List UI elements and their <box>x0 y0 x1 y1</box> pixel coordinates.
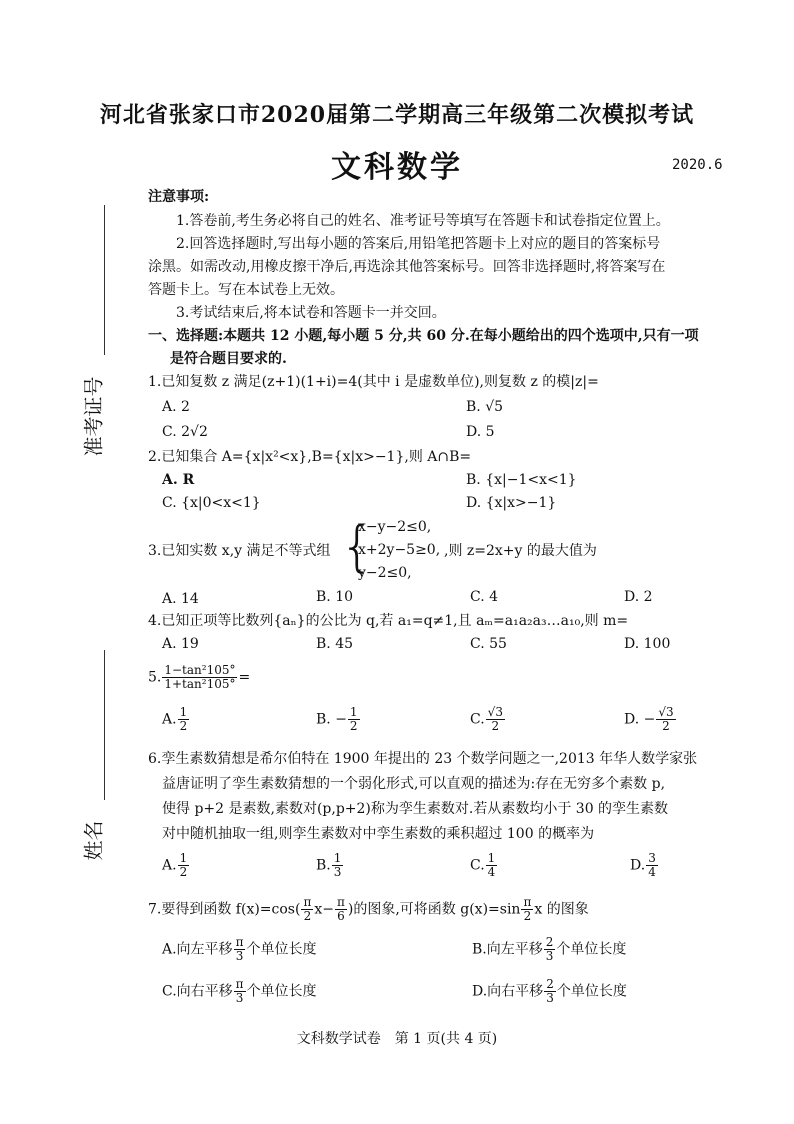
q1-option-d: D. 5 <box>466 424 495 440</box>
q5-option-a: A. $\frac{1}{2}$ <box>162 705 188 733</box>
note-2a: 2.回答选择题时,写出每小题的答案后,用铅笔把答题卡上对应的题目的答案标号 <box>176 236 661 252</box>
q3-constraint-2: x+2y−5≥0, <box>358 542 441 558</box>
q5-fraction <box>162 664 237 691</box>
q5-stem <box>148 664 250 691</box>
q7-option-d: D.向右平移 $\frac{2}{3}$ 个单位长度 <box>472 977 627 1005</box>
margin-line-top <box>104 205 105 355</box>
note-2c: 答题卡上。写在本试卷上无效。 <box>148 282 344 298</box>
q1-stem: 1.已知复数 z 满足(z+1)(1+i)=4(其中 i 是虚数单位),则复数 z 的模|z|= <box>148 374 599 390</box>
q6-line-2: 益唐证明了孪生素数猜想的一个弱化形式,可以直观的描述为:存在无穷多个素数 p, <box>162 776 666 792</box>
note-3: 3.考试结束后,将本试卷和答题卡一并交回。 <box>176 305 446 321</box>
q7-option-b: B.向左平移 $\frac{2}{3}$ 个单位长度 <box>472 935 627 963</box>
q7-option-c: C.向右平移 $\frac{\pi}{3}$ 个单位长度 <box>162 977 317 1005</box>
margin-line-mid <box>104 650 105 800</box>
exam-date: 2020.6 <box>672 157 723 173</box>
q5-number: 5. <box>148 669 162 686</box>
q2-stem: 2.已知集合 A={x|x²<x},B={x|x>−1},则 A∩B= <box>148 449 472 465</box>
q5-option-b: B. − $\frac{1}{2}$ <box>316 705 358 733</box>
q6-option-c: C. $\frac{1}{4}$ <box>470 851 496 879</box>
q4-option-a: A. 19 <box>162 636 199 652</box>
q3-stem: 3.已知实数 x,y 满足不等式组 <box>148 543 331 559</box>
q3-option-d: D. 2 <box>624 589 653 605</box>
q5-numerator: 1−tan²105° <box>164 663 236 677</box>
q3-stem-tail: ,则 z=2x+y 的最大值为 <box>444 543 597 559</box>
q4-option-d: D. 100 <box>624 636 671 652</box>
q5-equals: = <box>238 669 251 686</box>
q3-option-c: C. 4 <box>470 589 499 605</box>
q2-option-c: C. {x|0<x<1} <box>162 495 261 511</box>
q5-denominator: 1+tan²105° <box>164 677 236 691</box>
q4-option-b: B. 45 <box>316 636 354 652</box>
q2-option-b: B. {x|−1<x<1} <box>466 472 577 488</box>
q3-option-b: B. 10 <box>316 589 354 605</box>
note-2b: 涂黑。如需改动,用橡皮擦干净后,再选涂其他答案标号。回答非选择题时,将答案写在 <box>148 259 666 275</box>
q7-option-a: A.向左平移 $\frac{\pi}{3}$ 个单位长度 <box>162 935 317 963</box>
q5-option-d: D. − $\frac{√3}{2}$ <box>624 705 674 733</box>
q4-option-c: C. 55 <box>470 636 507 652</box>
section-heading: 一、选择题:本题共 12 小题,每小题 5 分,共 60 分.在每小题给出的四个选项中,只有一项 <box>148 328 699 344</box>
q1-option-a: A. 2 <box>162 399 190 415</box>
q3-constraint-1: x−y−2≤0, <box>358 519 432 535</box>
q6-line-1: 6.孪生素数猜想是希尔伯特在 1900 年提出的 23 个数学问题之一,2013 年华人数学家张 <box>148 751 698 767</box>
q5-option-c: C. $\frac{√3}{2}$ <box>470 705 503 733</box>
q6-option-a: A. $\frac{1}{2}$ <box>162 851 188 879</box>
note-1: 1.答卷前,考生务必将自己的姓名、准考证号等填写在答题卡和试卷指定位置上。 <box>176 213 670 229</box>
section-heading-cont: 是符合题目要求的. <box>170 351 287 367</box>
exam-id-label: 准考证号 <box>81 376 106 457</box>
q2-option-d: D. {x|x>−1} <box>466 495 557 511</box>
q3-constraint-3: y−2≤0, <box>358 565 412 581</box>
q2-option-a: A. R <box>162 472 195 488</box>
q4-stem: 4.已知正项等比数列{aₙ}的公比为 q,若 a₁=q≠1,且 aₘ=a₁a₂a₃…a₁₀,则 m= <box>148 613 629 629</box>
name-label: 姓名 <box>81 820 106 861</box>
page-footer: 文科数学试卷 第 1 页(共 4 页) <box>296 1031 498 1047</box>
q6-option-b: B. $\frac{1}{3}$ <box>316 851 342 879</box>
subject-title: 文科数学 <box>331 150 463 185</box>
notes-heading: 注意事项: <box>148 189 210 205</box>
exam-title: 河北省张家口市2020届第二学期高三年级第二次模拟考试 <box>99 102 695 128</box>
q3-brace: { <box>340 515 375 578</box>
q1-option-b: B. √5 <box>466 399 504 415</box>
q6-line-3: 使得 p+2 是素数,素数对(p,p+2)称为孪生素数对.若从素数均小于 30 的孪生素数 <box>162 801 669 817</box>
q6-line-4: 对中随机抽取一组,则孪生素数对中孪生素数的乘积超过 100 的概率为 <box>162 826 595 842</box>
q1-option-c: C. 2√2 <box>162 424 208 440</box>
q3-option-a: A. 14 <box>162 591 199 607</box>
q6-option-d: D. $\frac{3}{4}$ <box>630 851 656 879</box>
q7-stem: 7.要得到函数 f(x)=cos( $\frac{\pi}{2}$ x− $\frac{\pi}{6}$ )的图象,可将函数 g(x)=sin $\frac{\pi}{2}$ x 的图象 <box>148 895 589 923</box>
